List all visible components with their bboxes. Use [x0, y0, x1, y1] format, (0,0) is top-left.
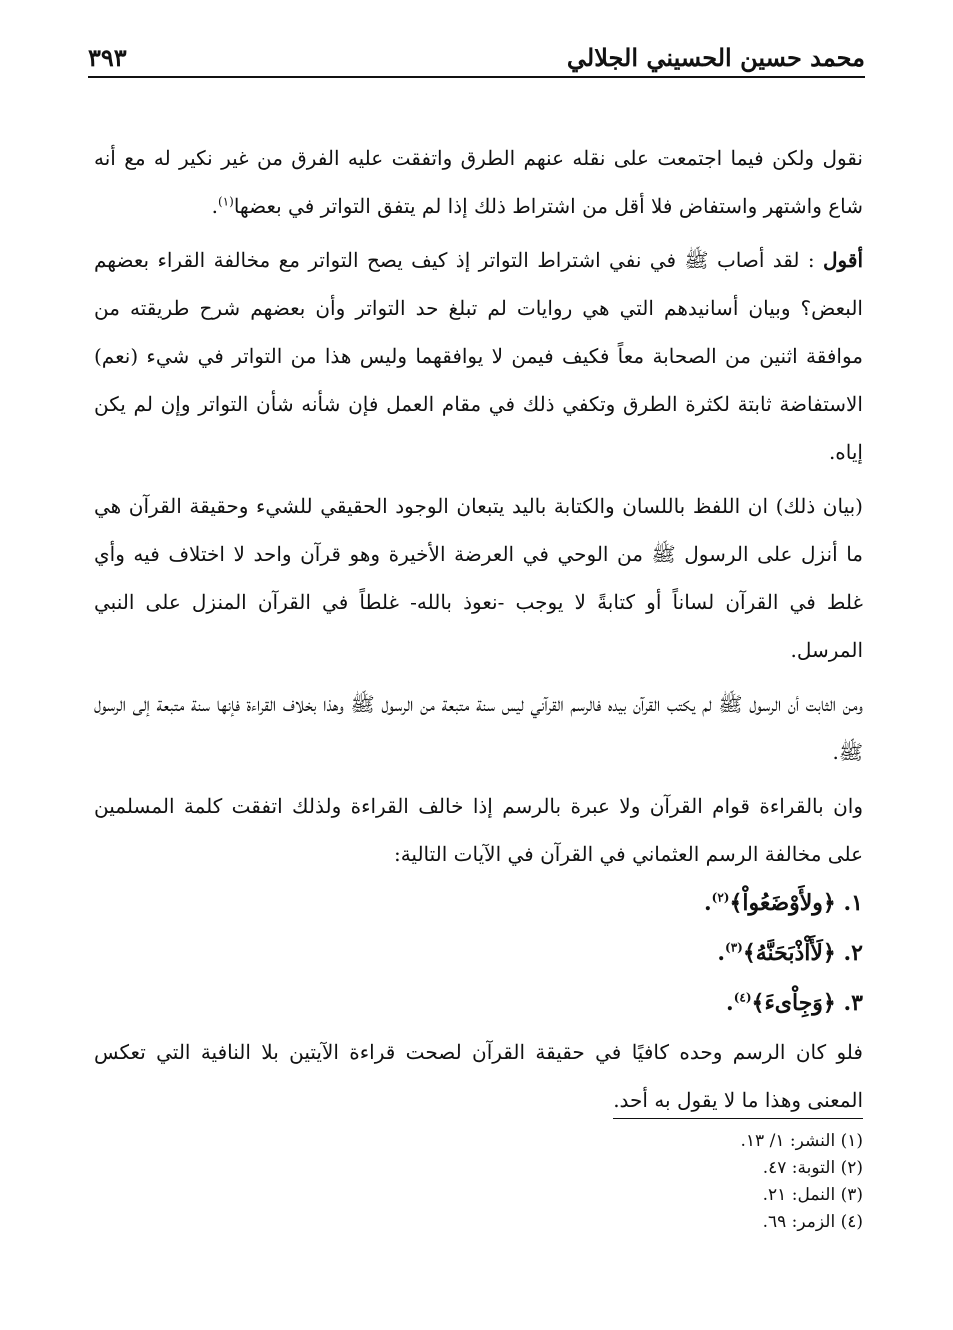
footnote-2: (٢) التوبة: ٤٧.	[762, 1158, 863, 1178]
verse-end: .	[717, 940, 725, 966]
paragraph-text: (بيان ذلك) ان اللفظ باللسان والكتابة باليد يتبعان الوجود الحقيقي للشيء وحقيقة القرآن هي ما أنزل على الرسول ﷺ من الوحي في العرضة الأخيرة وهو قرآن واحد لا اختلاف فيه وأي غلط في القرآن لساناً أو كتابةً لا يوجب -نعوذ بالله- غلطاً في القرآن المنزل على النبي المرسل.	[94, 494, 863, 662]
paragraph-lead: أقول	[823, 248, 863, 272]
footnote-ref-1: (١)	[217, 194, 234, 209]
paragraph-text: ومن الثابت أن الرسول ﷺ لم يكتب القرآن بيده فالرسم القرآني ليس سنة متبعة من الرسول ﷺ وهذا بخلاف القراءة فإنها سنة متبعة إلى الرسول ﷺ.	[94, 692, 863, 764]
paragraph-closing	[94, 1028, 863, 1124]
paragraph-text: نقول ولكن فيما اجتمعت على نقله عنهم الطرق واتفقت عليه الفرق من غير نكير له مع أنه شاع واشتهر واستفاض فلا أقل من اشتراط ذلك إذا لم يتفق التواتر في بعضها	[94, 146, 863, 218]
paragraph-3	[94, 482, 863, 674]
footnote-1: (١) النشر: ١/ ١٣.	[740, 1131, 863, 1151]
main-text	[94, 134, 863, 1124]
footnote-rule	[613, 1118, 863, 1119]
verse-item-2	[94, 928, 863, 978]
page-header	[88, 28, 865, 72]
paragraph-text: فلو كان الرسم وحده كافيًا في حقيقة القرآن لصحت قراءة الآيتين بلا النافية التي تعكس المعنى وهذا ما لا يقول به أحد.	[94, 1040, 863, 1112]
paragraph-5	[94, 782, 863, 878]
verse-text: ﴿وَجِاْىءَ﴾	[751, 990, 836, 1016]
footnote-3: (٣) النمل: ٢١.	[762, 1185, 863, 1205]
paragraph-text: وان بالقراءة قوام القرآن ولا عبرة بالرسم إذا خالف القراءة ولذلك اتفقت كلمة المسلمين على مخالفة الرسم العثماني في القرآن في الآيات التالية:	[94, 794, 863, 866]
paragraph-end: .	[211, 194, 218, 218]
footnote-ref-3: (٣)	[725, 940, 743, 955]
verse-list	[94, 878, 863, 1028]
verse-number: ١.	[843, 890, 863, 916]
verse-number: ٣.	[843, 990, 863, 1016]
running-head: محمد حسين الحسيني الجلالي	[566, 43, 865, 72]
footnote-ref-2: (٢)	[711, 890, 730, 905]
footnotes	[463, 1128, 863, 1236]
footnote-4: (٤) الزمر: ٦٩.	[762, 1212, 863, 1232]
paragraph-text: : لقد أصاب ﷺ في نفي اشتراط التواتر إذ كيف يصح التواتر مع مخالفة القراء بعضهم البعض؟ وبيان أسانيدهم التي هي روايات لم تبلغ حد التواتر وأن بعضهم شرح طريقته من موافقة اثنين من الصحابة معاً فكيف فيمن لا يوافقهما وليس هذا من التواتر في شيء (نعم) الاستفاضة ثابتة لكثرة الطرق وتكفي ذلك في مقام العمل فإن شأنه شأن التواتر وإن لم يكن إياه.	[94, 248, 863, 464]
verse-end: .	[703, 890, 712, 916]
paragraph-1	[94, 134, 863, 230]
page-number: ٣٩٣	[88, 43, 127, 72]
verse-item-3	[94, 978, 863, 1028]
verse-text: ﴿ولأَوْضَعُواْ﴾	[729, 890, 836, 916]
verse-number: ٢.	[843, 940, 863, 966]
verse-item-1	[94, 878, 863, 928]
paragraph-4	[94, 680, 863, 776]
header-rule	[88, 76, 865, 78]
footnote-ref-4: (٤)	[733, 990, 752, 1005]
paragraph-2	[94, 236, 863, 476]
verse-end: .	[726, 990, 734, 1016]
verse-text: ﴿لَأَاْذْبَحَنَّهُ﴾	[742, 940, 836, 966]
